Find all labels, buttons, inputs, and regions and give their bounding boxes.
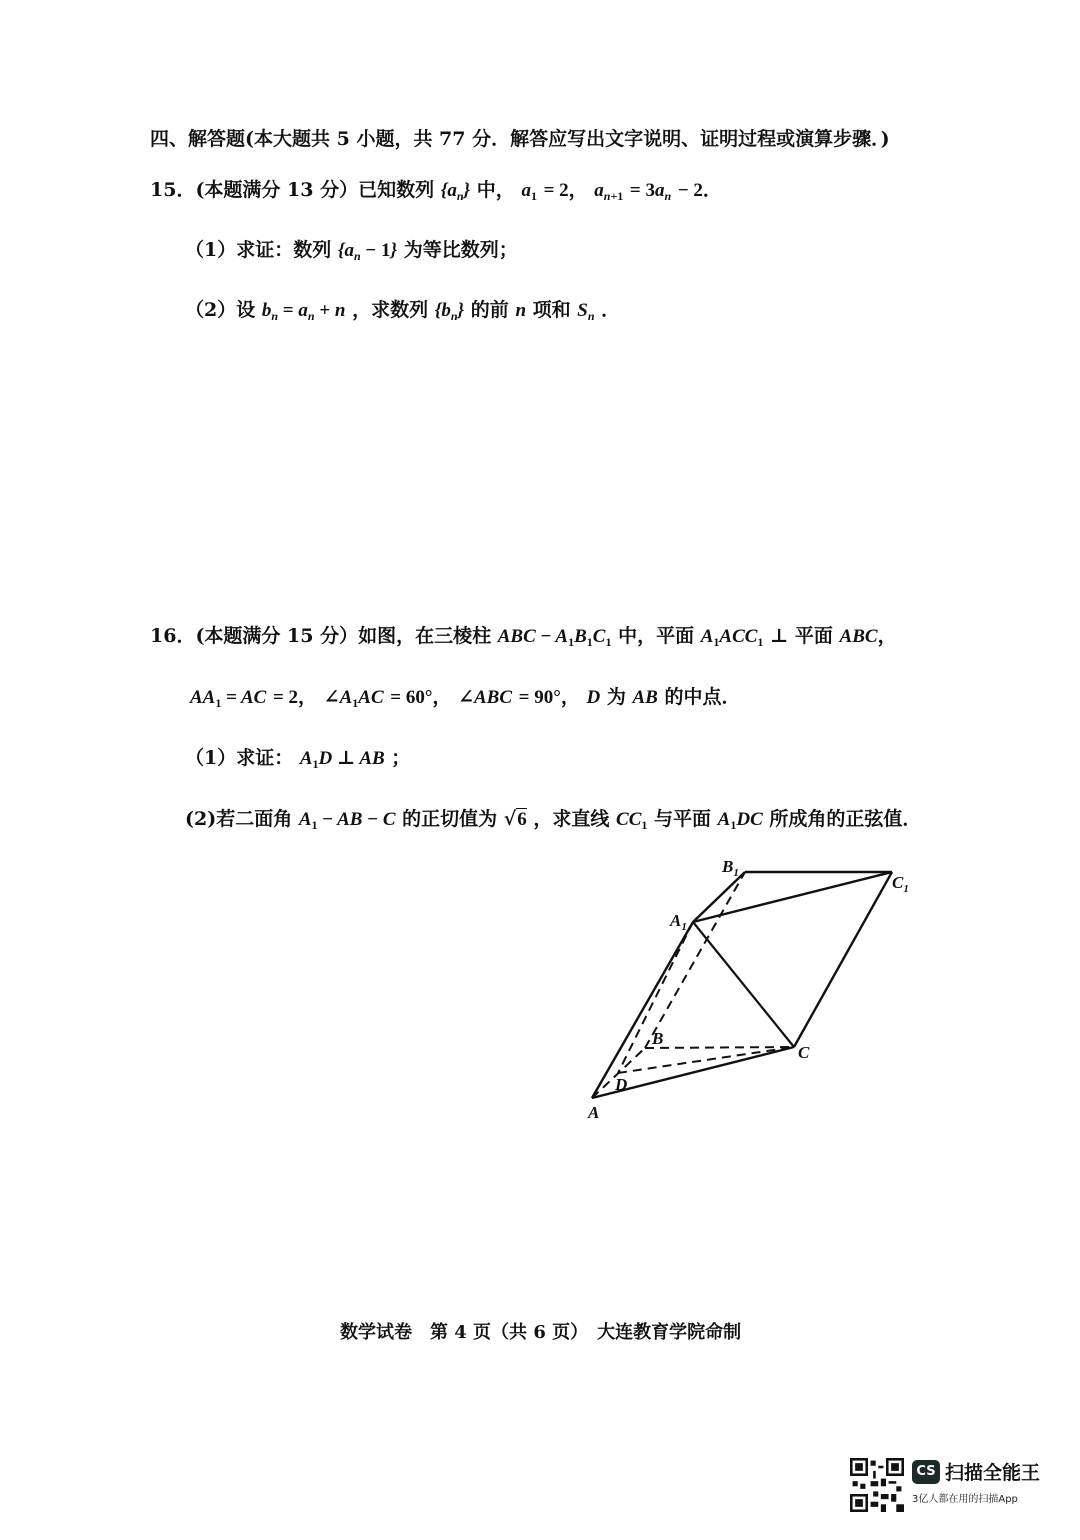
q15-p2-n: n (515, 300, 527, 321)
q15-a1: $a_1$ (521, 180, 537, 203)
q16-plane1: $A_1ACC_1$ (700, 626, 764, 649)
edge-a1-c1 (693, 872, 892, 922)
q16-stem-mid2: ⊥ 平面 (770, 625, 833, 647)
q16-p1-stmt: $A_1D$ ⊥ AB (299, 748, 385, 771)
label-a: A (588, 1103, 600, 1122)
q15-p2-mid2: 的前 (470, 299, 509, 321)
label-a1: $A_1$ (670, 911, 687, 933)
qr-code-icon (850, 1458, 904, 1512)
q15-seq-an: $\{a_n\}$ (440, 180, 471, 203)
q16-p2-prefix: (2)若二面角 (185, 808, 293, 830)
q16-p2-mid: 的正切值为 (402, 808, 498, 830)
q16-stem-end: ， (877, 625, 897, 647)
q16-prism: ABC − $A_1B_1C_1$ (497, 626, 612, 649)
scanner-watermark (850, 1458, 1050, 1518)
q15-stem-mid: 中， (476, 179, 515, 201)
q16-point-d: D (586, 687, 601, 708)
q16-p1-end: ； (391, 747, 411, 769)
label-c: C (798, 1043, 810, 1062)
q15-p2-prefix: （2）设 (185, 299, 256, 321)
q16-p2-mid3: 与平面 (654, 808, 712, 830)
q16-part1 (185, 745, 410, 772)
q15-part1 (185, 237, 518, 264)
q15-p1-suffix: 为等比数列； (403, 239, 518, 261)
q16-p2-sqrt: √6 (503, 808, 527, 830)
q16-part2 (185, 806, 921, 833)
q16-p2-plane: $A_1DC$ (717, 809, 763, 832)
q15-stem (150, 177, 722, 204)
label-b1: $B_1$ (722, 857, 739, 879)
page-footer: 数学试卷 第 4 页（共 6 页） 大连教育学院命制 (340, 1322, 742, 1343)
q15-p2-end: ． (601, 299, 621, 321)
q16-p1-prefix: （1）求证： (185, 747, 294, 769)
edge-a-a1 (592, 922, 693, 1098)
q16-stem-prefix: 16．(本题满分 15 分）如图，在三棱柱 (150, 625, 492, 647)
q16-cond3: = 90°， (518, 687, 580, 708)
edge-c1-c (794, 872, 892, 1047)
q15-p2-seq-bn: $\{b_n\}$ (434, 300, 465, 323)
q15-recur-tail: − 2． (677, 180, 722, 201)
q15-a1-eq: = 2， (543, 180, 588, 201)
q16-aa1-ac: $AA_1$ = AC (190, 687, 267, 710)
q16-seg-ab: AB (632, 687, 658, 708)
q16-p2-cc1: $CC_1$ (616, 809, 648, 832)
section-title-text: 四、解答题(本大题共 5 小题，共 77 分．解答应写出文字说明、证明过程或演算步骤．) (150, 128, 890, 150)
q15-p2-mid: ，求数列 (352, 299, 429, 321)
label-d: D (615, 1075, 628, 1094)
q15-stem-prefix: 15．(本题满分 13 分）已知数列 (150, 179, 435, 201)
q15-p1-prefix: （1）求证：数列 (185, 239, 332, 261)
label-b: B (652, 1029, 664, 1048)
q16-cond4: 为 (606, 686, 626, 708)
q15-p2-mid3: 项和 (532, 299, 571, 321)
q16-conditions (190, 684, 740, 711)
edge-b-c (645, 1047, 794, 1048)
edge-a1-d (618, 922, 693, 1073)
q16-cond1: = 2， (272, 687, 318, 708)
q16-angle1: $\angle A_1AC$ (323, 687, 384, 710)
label-c1: $C_1$ (892, 873, 909, 895)
cs-logo-icon: CS (912, 1460, 940, 1484)
q16-plane2: ABC (839, 626, 878, 647)
q16-cond5: 的中点． (664, 686, 741, 708)
scanner-app-name: 扫描全能王 (945, 1462, 1041, 1484)
scanner-tagline: 3亿人都在用的扫描App (912, 1494, 1018, 1505)
prism-figure (560, 850, 940, 1130)
q15-recur-an: $a_n$ (655, 180, 672, 203)
q16-p2-sqrt-num: 6 (517, 809, 527, 830)
section-title (150, 126, 890, 152)
q15-p2-bn-def: $b_n = a_n + n$ (261, 300, 346, 323)
q15-p1-seq: $\{a_n - 1\}$ (337, 240, 398, 263)
q15-an1: $a_{n+1}$ (594, 180, 624, 203)
edge-b-b1 (645, 872, 745, 1048)
q16-stem (150, 623, 897, 650)
q15-recur-eq: = 3 (629, 180, 655, 201)
q15-p2-sn: $S_n$ (577, 300, 595, 323)
q15-part2 (185, 297, 620, 324)
q16-angle2: ∠ABC (458, 687, 513, 708)
q16-p2-dihedral: $A_1$ − AB − C (298, 809, 396, 832)
q16-stem-mid: 中，平面 (618, 625, 695, 647)
prism-diagram (560, 850, 940, 1130)
q16-p2-mid2: ，求直线 (533, 808, 610, 830)
q16-cond2: = 60°， (390, 687, 452, 708)
edge-a1-c (693, 922, 794, 1047)
q16-p2-end: 所成角的正弦值． (769, 808, 922, 830)
